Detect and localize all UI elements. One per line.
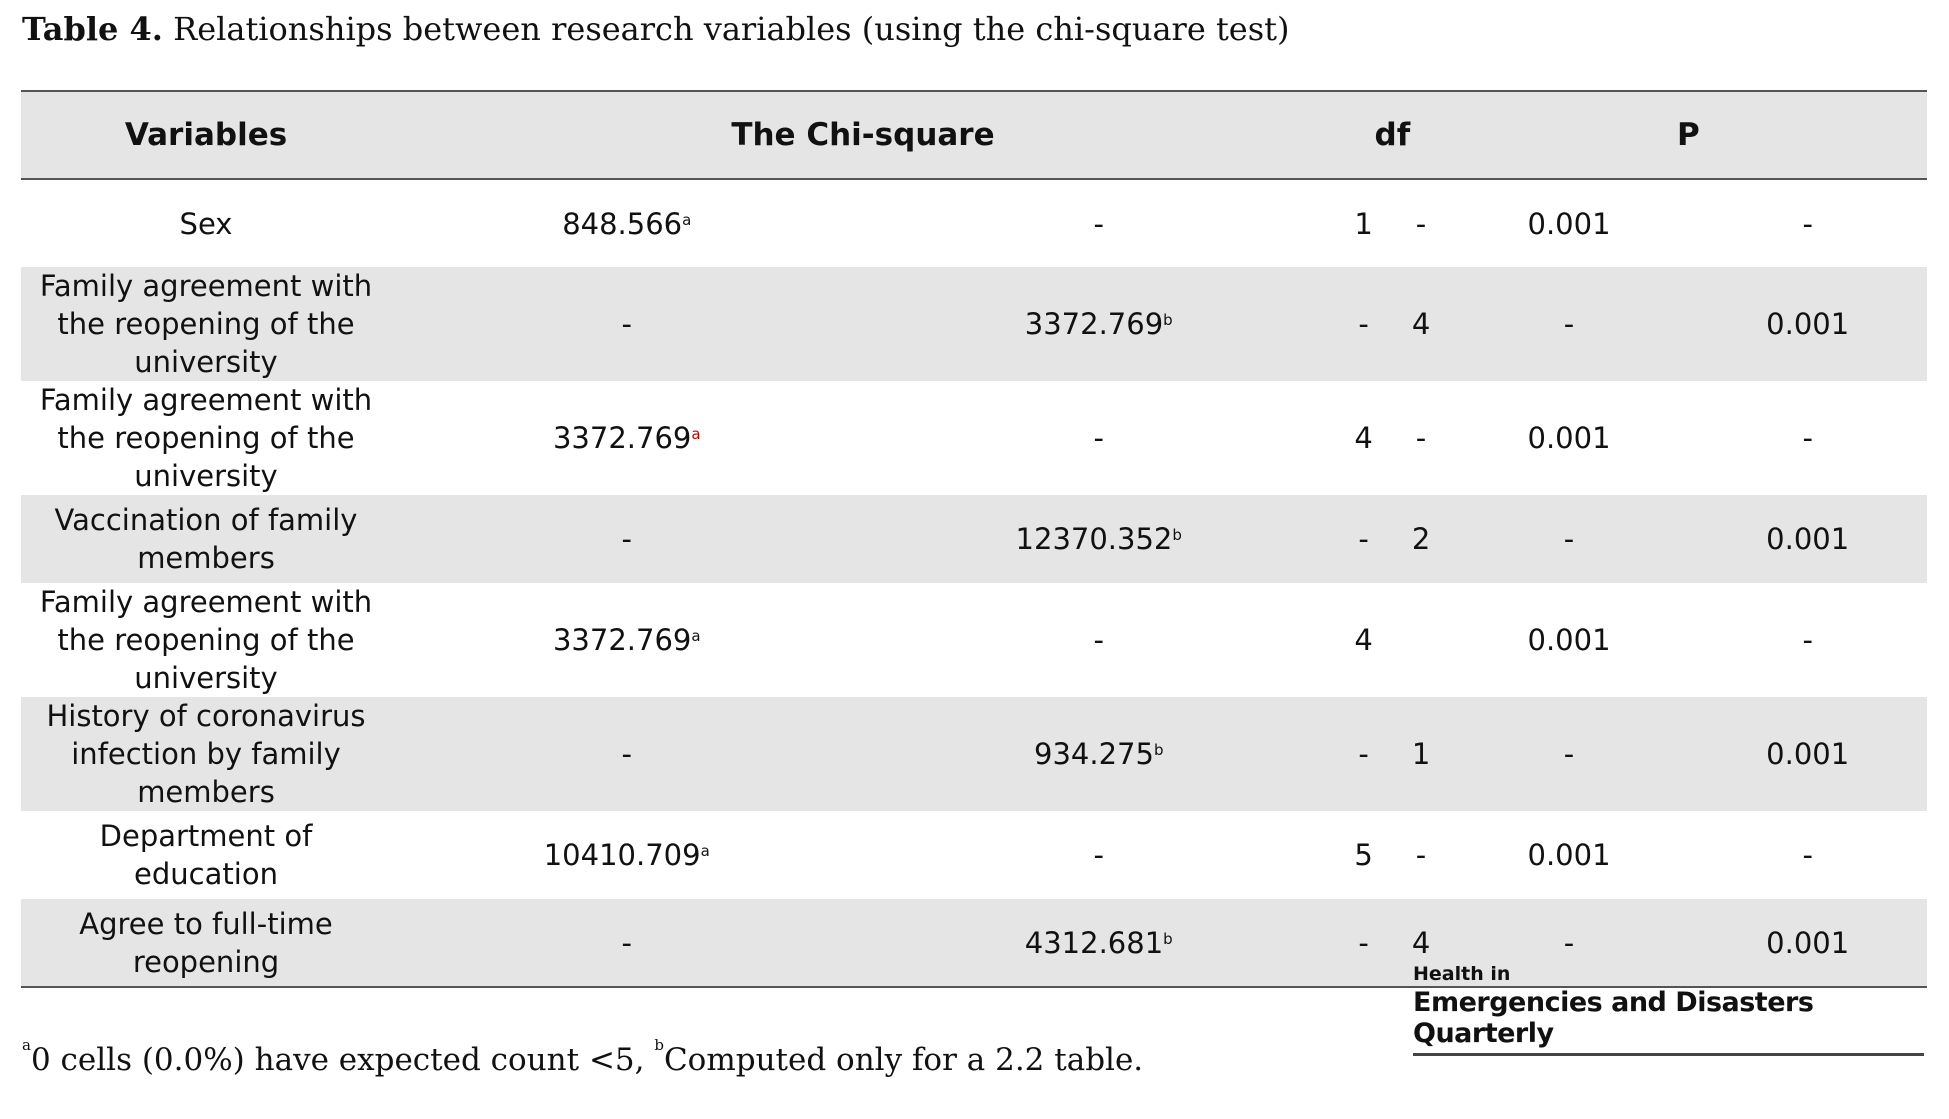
cell-value: 3372.769 bbox=[552, 623, 692, 657]
footnote-mark-b: b bbox=[654, 1036, 664, 1054]
df-col-2-cell bbox=[1392, 179, 1449, 267]
journal-logo bbox=[1413, 963, 1924, 1056]
table-row bbox=[21, 583, 1927, 697]
variable-cell: Department of education bbox=[99, 819, 313, 891]
header-df: df bbox=[1335, 91, 1450, 179]
cell-value: - bbox=[1358, 925, 1369, 960]
table-title: Relationships between research variables (using the chi-square test) bbox=[173, 10, 1290, 48]
cell-value: 0.001 bbox=[1766, 307, 1850, 341]
footnote-superscript: a bbox=[691, 425, 701, 443]
df-col-1-cell bbox=[1335, 381, 1392, 495]
chi-square-col-1-cell bbox=[391, 583, 863, 697]
chi-square-col-2-cell bbox=[863, 267, 1335, 381]
variable-cell: Family agreement with the reopening of the university bbox=[39, 269, 373, 379]
df-col-2-cell bbox=[1392, 495, 1449, 583]
footnote-superscript: b bbox=[1163, 929, 1173, 948]
cell-value: 4312.681 bbox=[1024, 925, 1164, 960]
cell-value: - bbox=[1563, 522, 1575, 556]
p-col-2-cell bbox=[1688, 381, 1927, 495]
cell-value: - bbox=[621, 737, 632, 771]
footnote-mark-a: a bbox=[22, 1036, 31, 1054]
table-caption bbox=[22, 10, 1290, 48]
cell-value: 3372.769 bbox=[1024, 307, 1164, 341]
variable-cell: Family agreement with the reopening of the university bbox=[39, 383, 373, 493]
p-col-2-cell bbox=[1688, 495, 1927, 583]
cell-value: - bbox=[1802, 421, 1813, 455]
cell-value: - bbox=[1802, 623, 1813, 657]
df-col-1-cell bbox=[1335, 179, 1392, 267]
cell-value: - bbox=[1093, 623, 1104, 657]
cell-value: 2 bbox=[1411, 522, 1431, 556]
cell-value: - bbox=[1358, 307, 1369, 341]
p-col-2-cell bbox=[1688, 179, 1927, 267]
df-col-1-cell bbox=[1335, 495, 1392, 583]
df-col-2-cell bbox=[1392, 381, 1449, 495]
cell-value: - bbox=[621, 307, 632, 341]
cell-value: 4 bbox=[1354, 623, 1373, 657]
cell-value: - bbox=[1415, 206, 1427, 241]
cell-value: - bbox=[1802, 206, 1813, 241]
chi-square-col-2-cell bbox=[863, 899, 1335, 987]
cell-value: 3372.769 bbox=[552, 421, 692, 455]
chi-square-col-1-cell bbox=[391, 697, 863, 811]
cell-value: 12370.352 bbox=[1015, 522, 1173, 556]
variable-cell: Sex bbox=[179, 206, 233, 241]
chi-square-col-1-cell bbox=[391, 811, 863, 899]
chi-square-col-2-cell bbox=[863, 381, 1335, 495]
p-col-2-cell bbox=[1688, 583, 1927, 697]
cell-value: - bbox=[1802, 838, 1813, 872]
table-row bbox=[21, 697, 1927, 811]
df-col-1-cell bbox=[1335, 697, 1392, 811]
variable-cell: Vaccination of family members bbox=[54, 503, 358, 575]
variable-cell: Family agreement with the reopening of the university bbox=[39, 585, 373, 695]
cell-value: 0.001 bbox=[1527, 206, 1611, 241]
p-col-1-cell bbox=[1450, 697, 1689, 811]
chi-square-col-2-cell bbox=[863, 583, 1335, 697]
footnote-superscript: b bbox=[1172, 526, 1182, 544]
cell-value: - bbox=[1563, 737, 1575, 771]
cell-value: 4 bbox=[1411, 925, 1431, 960]
cell-value: 934.275 bbox=[1034, 737, 1154, 771]
df-col-2-cell bbox=[1392, 267, 1449, 381]
header-p: P bbox=[1450, 91, 1927, 179]
cell-value: - bbox=[1093, 421, 1104, 455]
table-row bbox=[21, 267, 1927, 381]
cell-value: 848.566 bbox=[562, 206, 683, 241]
df-col-1-cell bbox=[1335, 811, 1392, 899]
header-row bbox=[21, 91, 1927, 179]
cell-value: 10410.709 bbox=[543, 838, 701, 872]
p-col-1-cell bbox=[1450, 583, 1689, 697]
df-col-2-cell bbox=[1392, 697, 1449, 811]
p-col-1-cell bbox=[1450, 267, 1689, 381]
p-col-2-cell bbox=[1688, 811, 1927, 899]
chi-square-col-2-cell bbox=[863, 811, 1335, 899]
cell-value: 0.001 bbox=[1766, 925, 1850, 960]
footnote-text-b: Computed only for a 2.2 table. bbox=[663, 1042, 1144, 1078]
table-row bbox=[21, 811, 1927, 899]
logo-line-1: Health in bbox=[1413, 963, 1511, 985]
cell-value: 4 bbox=[1411, 307, 1431, 341]
table-row bbox=[21, 495, 1927, 583]
p-col-1-cell bbox=[1450, 381, 1689, 495]
cell-value: 0.001 bbox=[1527, 421, 1611, 455]
cell-value: 0.001 bbox=[1527, 623, 1611, 657]
cell-value: - bbox=[1415, 421, 1427, 455]
cell-value: - bbox=[1358, 737, 1369, 771]
df-col-2-cell bbox=[1392, 811, 1449, 899]
chi-square-col-1-cell bbox=[391, 381, 863, 495]
df-col-1-cell bbox=[1335, 267, 1392, 381]
footnote-superscript: a bbox=[682, 210, 692, 229]
chi-square-col-2-cell bbox=[863, 179, 1335, 267]
chi-square-col-2-cell bbox=[863, 495, 1335, 583]
df-col-1-cell bbox=[1335, 899, 1392, 987]
cell-value: 1 bbox=[1411, 737, 1431, 771]
cell-value: - bbox=[621, 522, 632, 556]
p-col-1-cell bbox=[1450, 495, 1689, 583]
df-col-2-cell bbox=[1392, 583, 1449, 697]
table-label: Table 4. bbox=[22, 10, 163, 48]
cell-value: 1 bbox=[1354, 206, 1373, 241]
cell-value: - bbox=[1093, 206, 1104, 241]
cell-value: 5 bbox=[1354, 838, 1373, 872]
chi-square-col-1-cell bbox=[391, 267, 863, 381]
footnote-superscript: b bbox=[1163, 311, 1173, 329]
logo-line-2: Emergencies and Disasters Quarterly bbox=[1413, 987, 1814, 1049]
cell-value: 0.001 bbox=[1527, 838, 1611, 872]
variable-cell: History of coronavirus infection by family members bbox=[46, 699, 366, 809]
chi-square-col-1-cell bbox=[391, 179, 863, 267]
p-col-1-cell bbox=[1450, 179, 1689, 267]
logo-underline bbox=[1413, 1053, 1924, 1056]
chi-square-col-2-cell bbox=[863, 697, 1335, 811]
variable-cell: Agree to full-time reopening bbox=[21, 899, 391, 987]
p-col-1-cell bbox=[1450, 811, 1689, 899]
footnote-text-a: 0 cells (0.0%) have expected count <5, bbox=[30, 1042, 655, 1078]
p-col-2-cell bbox=[1688, 267, 1927, 381]
cell-value: - bbox=[1093, 838, 1104, 872]
table-row bbox=[21, 179, 1927, 267]
chi-square-table bbox=[21, 90, 1927, 988]
header-chi-square: The Chi-square bbox=[391, 91, 1335, 179]
cell-value: - bbox=[1415, 838, 1427, 872]
df-col-1-cell bbox=[1335, 583, 1392, 697]
table-body bbox=[21, 179, 1927, 987]
cell-value: 4 bbox=[1354, 421, 1373, 455]
cell-value: 0.001 bbox=[1766, 522, 1850, 556]
p-col-2-cell bbox=[1688, 697, 1927, 811]
cell-value: - bbox=[1563, 925, 1575, 960]
header-variables: Variables bbox=[21, 91, 391, 179]
cell-value: - bbox=[1563, 307, 1575, 341]
footnote-superscript: a bbox=[691, 627, 701, 645]
cell-value: 0.001 bbox=[1766, 737, 1850, 771]
chi-square-col-1-cell bbox=[391, 899, 863, 987]
footnote-superscript: a bbox=[700, 842, 710, 860]
cell-value: - bbox=[621, 925, 632, 960]
table-row bbox=[21, 381, 1927, 495]
footnote-superscript: b bbox=[1153, 741, 1164, 759]
chi-square-col-1-cell bbox=[391, 495, 863, 583]
table-footnote bbox=[22, 1036, 1144, 1078]
cell-value: - bbox=[1358, 522, 1369, 556]
